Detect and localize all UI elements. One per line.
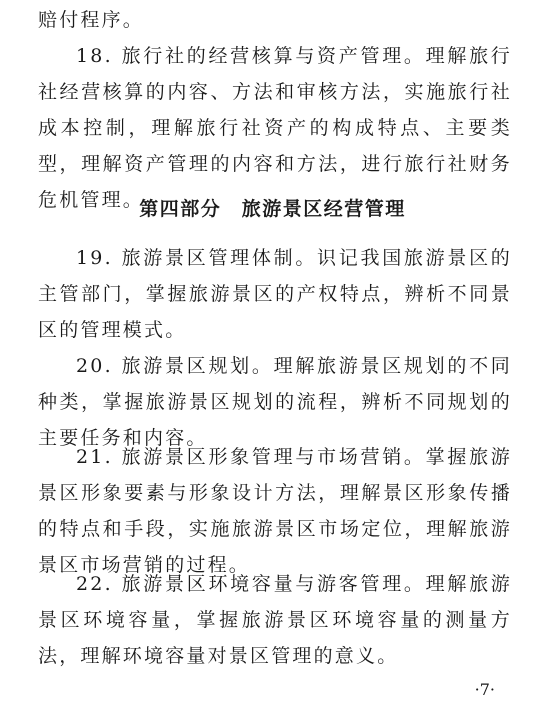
paragraph-item-22: 22. 旅游景区环境容量与游客管理。理解旅游景区环境容量，掌握旅游景区环境容量的测量方法，理解环境容量对景区管理的意义。 bbox=[38, 573, 512, 667]
paragraph-item-18: 18. 旅行社的经营核算与资产管理。理解旅行社经营核算的内容、方法和审核方法，实施旅行社成本控制，理解旅行社资产的构成特点、主要类型，理解资产管理的内容和方法，进行旅行社财务危机管理。 bbox=[38, 45, 512, 211]
paragraph-item-19: 19. 旅游景区管理体制。识记我国旅游景区的主管部门，掌握旅游景区的产权特点，辨析不同景区的管理模式。 bbox=[38, 247, 512, 341]
paragraph-item-20: 20. 旅游景区规划。理解旅游景区规划的不同种类，掌握旅游景区规划的流程，辨析不同规划的主要任务和内容。 bbox=[38, 355, 512, 449]
paragraph-continuation: 赔付程序。 bbox=[38, 9, 145, 31]
paragraph-item-21: 21. 旅游景区形象管理与市场营销。掌握旅游景区形象要素与形象设计方法，理解景区形象传播的特点和手段，实施旅游景区市场定位，理解旅游景区市场营销的过程。 bbox=[38, 446, 512, 576]
page-number: ·7· bbox=[474, 680, 495, 699]
section-title: 第四部分 旅游景区经营管理 bbox=[139, 198, 406, 220]
